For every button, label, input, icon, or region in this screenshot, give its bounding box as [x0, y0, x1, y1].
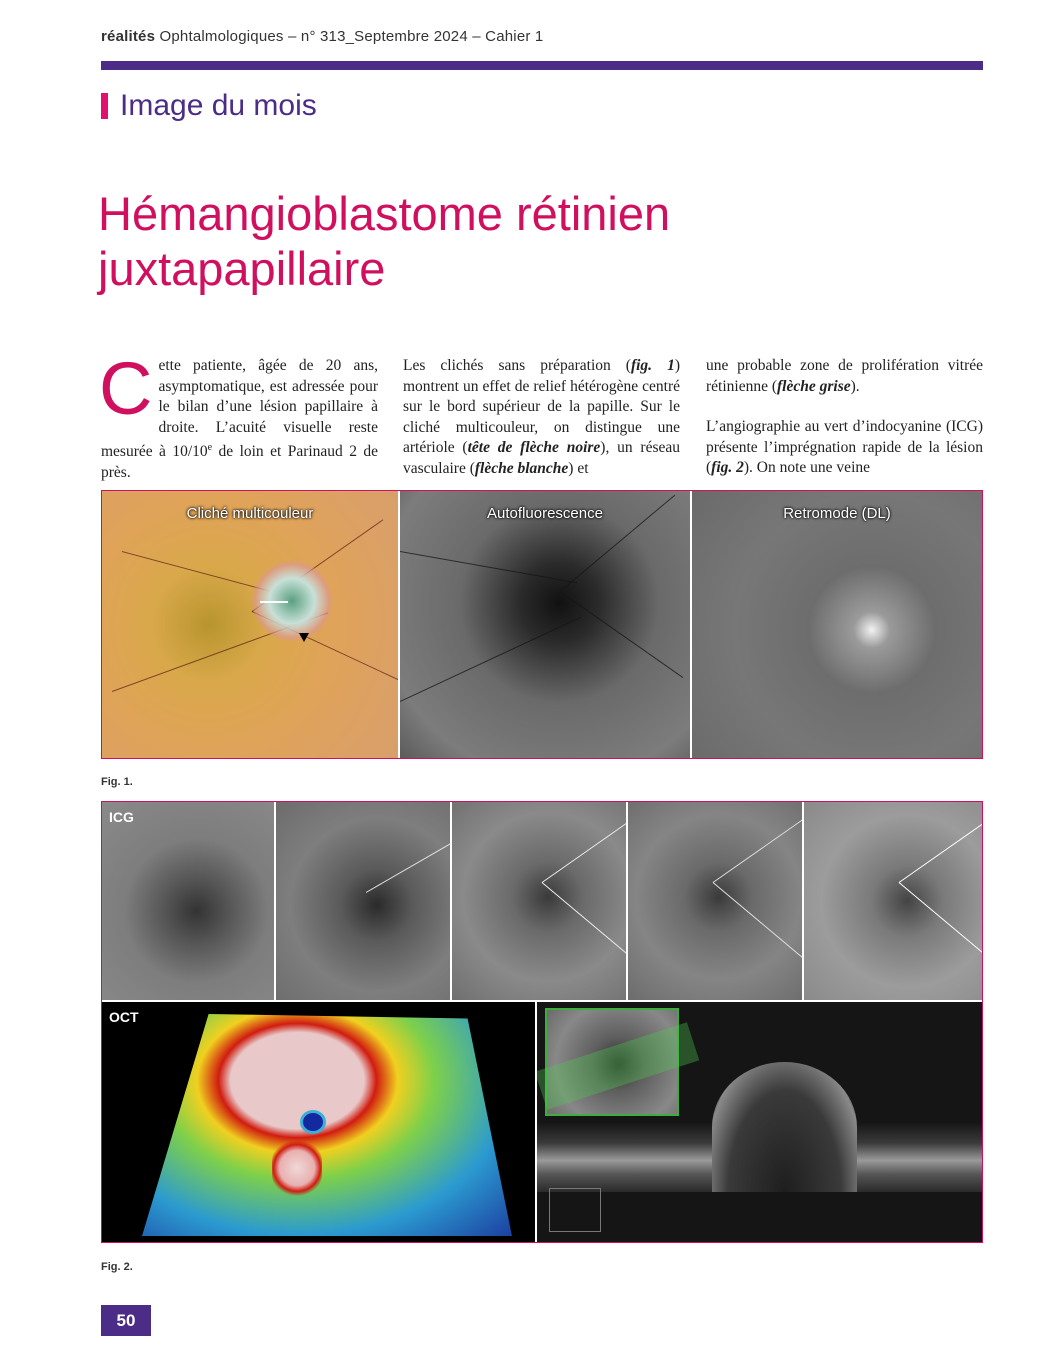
body-column-1 — [99, 347, 378, 483]
panel-label-multicolor: Cliché multicouleur — [186, 505, 314, 522]
journal-name: réalités — [101, 28, 156, 45]
issue-info: Ophtalmologiques – n° 313_Septembre 2024 – Cahier 1 — [159, 28, 544, 45]
thickness-3d-surface — [142, 1014, 512, 1236]
fig1-ref: fig. 1 — [630, 357, 675, 374]
icg-frame-5 — [804, 802, 982, 1000]
col1-text: ette patiente, âgée de 20 ans, asymptomatique, est adressée pour le bilan d’une lésion papillaire à droite. L’acuité visuelle reste mesurée à 10/10 — [101, 357, 378, 461]
icg-label: ICG — [109, 809, 134, 825]
body-column-3 — [706, 356, 983, 479]
oct-label: OCT — [109, 1009, 139, 1025]
col2-text-d: ) et — [568, 459, 589, 477]
retromode-image — [692, 491, 982, 758]
multicolor-fundus-image — [102, 491, 398, 758]
body-column-2 — [403, 356, 680, 479]
running-header — [101, 28, 543, 45]
lesion-profile — [712, 1062, 857, 1192]
col2-text-a: Les clichés sans préparation ( — [403, 357, 631, 374]
autofluorescence-image — [400, 491, 690, 758]
col2-text-b: ) montrent un effet de relief hétérogène centré sur le bord supérieur de la papille. Sur le cliché multicouleur, on distingue une artériole ( — [403, 357, 681, 456]
col3-text-d: ). On note une veine — [743, 459, 871, 476]
white-arrow-ref: flèche blanche — [474, 459, 569, 477]
oct-row — [102, 1002, 982, 1242]
col1-tail: de loin et Parinaud 2 de près. — [101, 443, 378, 481]
lesion-elevation — [272, 1138, 322, 1198]
figure-2 — [101, 801, 983, 1243]
icg-frame-1 — [102, 802, 274, 1000]
title-line-2: juxtapapillaire — [98, 242, 386, 295]
col3-text-c: L’angiographie au vert d’indocyanine (ICG) présente l’imprégnation rapide de la lésion ( — [706, 418, 983, 476]
icg-frame-4 — [628, 802, 802, 1000]
col3-paragraph-2 — [706, 417, 983, 479]
col3-paragraph-1 — [706, 356, 983, 397]
panel-label-retromode: Retromode (DL) — [783, 505, 891, 522]
col3-text-a: une probable zone de prolifération vitrée rétinienne ( — [706, 357, 983, 395]
panel-label-autofluorescence: Autofluorescence — [487, 505, 603, 522]
black-arrowhead-ref: tête de flèche noire — [467, 439, 601, 456]
article-title — [98, 186, 898, 296]
fig2-ref: fig. 2 — [711, 459, 744, 476]
figure-1-caption: Fig. 1. — [101, 776, 133, 788]
rubric-label: Image du mois — [120, 89, 317, 122]
rubric-marker — [101, 93, 108, 119]
oct-b-scan — [537, 1002, 982, 1242]
icg-sequence — [102, 802, 982, 1000]
title-line-1: Hémangioblastome rétinien — [98, 187, 671, 240]
oct-localizer-inset — [545, 1008, 679, 1116]
drop-cap: C — [99, 347, 153, 430]
page-number: 50 — [101, 1305, 151, 1336]
oct-thickness-map — [102, 1002, 535, 1242]
section-rubric — [101, 88, 317, 124]
icg-frame-2 — [276, 802, 450, 1000]
figure-2-caption: Fig. 2. — [101, 1261, 133, 1273]
icg-frame-3 — [452, 802, 626, 1000]
grey-arrow-ref: flèche grise — [777, 377, 851, 395]
col2-text-c: ), un réseau vasculaire ( — [403, 439, 680, 477]
col3-text-b: ). — [850, 377, 860, 395]
col1-superscript: e — [207, 442, 213, 453]
figure-1 — [101, 490, 983, 759]
header-rule — [101, 61, 983, 70]
scale-inset — [549, 1188, 601, 1232]
